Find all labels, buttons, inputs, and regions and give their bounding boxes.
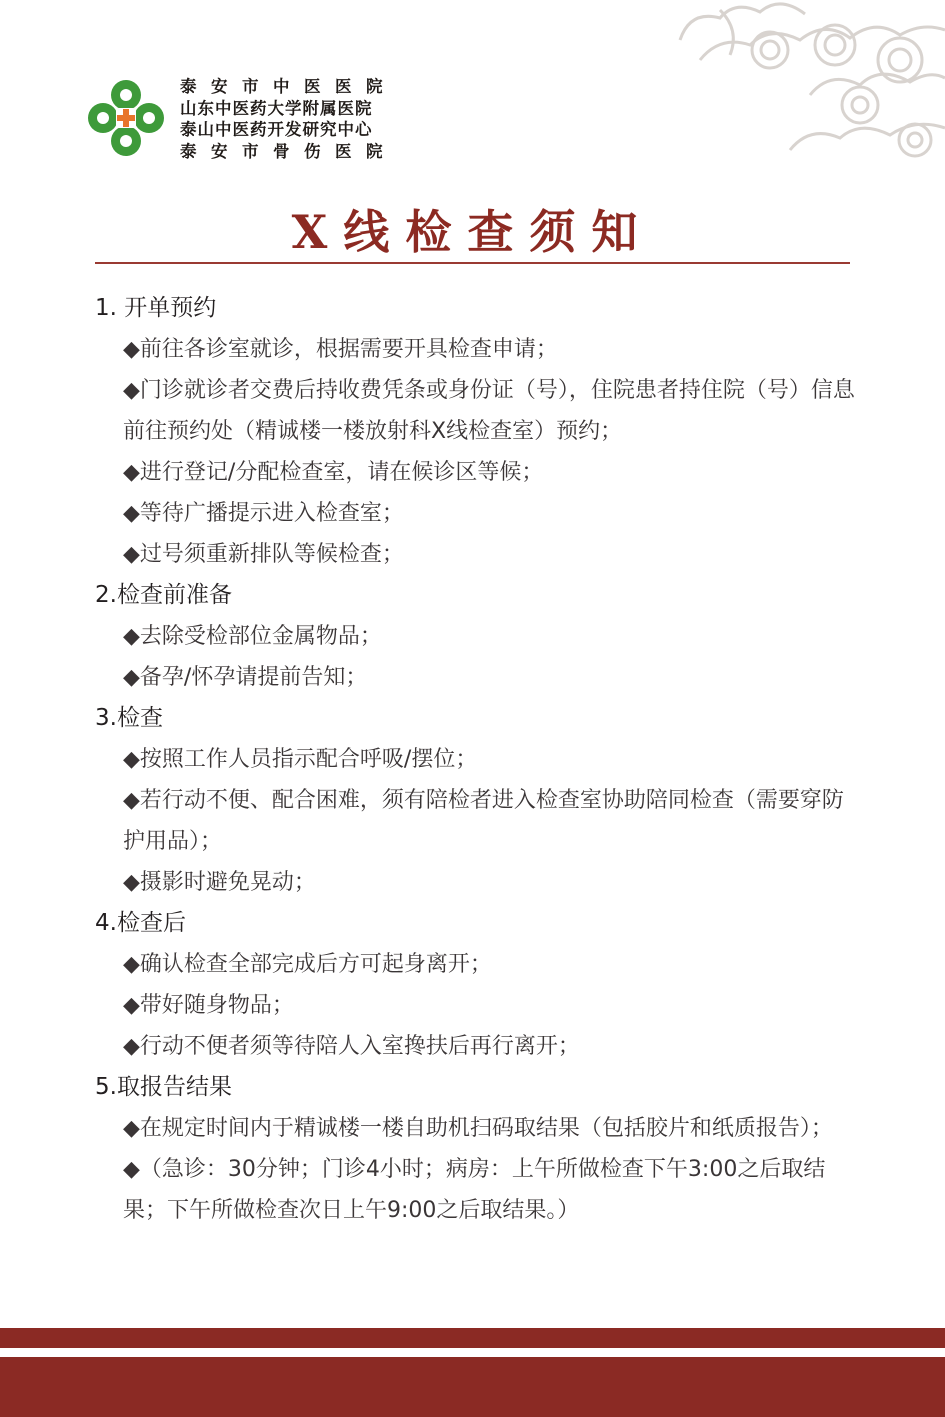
list-item: ◆若行动不便、配合困难，须有陪检者进入检查室协助陪同检查（需要穿防护用品）； <box>123 788 844 854</box>
list-item: ◆按照工作人员指示配合呼吸/摆位； <box>123 747 478 772</box>
list-item: ◆确认检查全部完成后方可起身离开； <box>123 952 492 977</box>
section-examination <box>95 698 855 903</box>
section-heading: 4.检查后 <box>95 910 186 936</box>
title-divider <box>95 262 850 264</box>
list-item: ◆过号须重新排队等候检查； <box>123 542 404 567</box>
section-heading: 2.检查前准备 <box>95 582 232 608</box>
section-heading: 3.检查 <box>95 705 163 731</box>
org-name-line: 泰山中医药开发研究中心 <box>180 120 373 139</box>
list-item: ◆进行登记/分配检查室，请在候诊区等候； <box>123 460 544 485</box>
notice-content <box>95 288 855 1231</box>
org-name-line: 山东中医药大学附属医院 <box>180 98 373 118</box>
section-heading: 1. 开单预约 <box>95 295 217 321</box>
list-item: ◆带好随身物品； <box>123 993 294 1018</box>
list-item: ◆（急诊：30分钟；门诊4小时；病房：上午所做检查下午3:00之后取结果；下午所做检查次日上午9:00之后取结果。） <box>123 1157 826 1223</box>
list-item: ◆摄影时避免晃动； <box>123 870 316 895</box>
org-name-line: 泰安市骨伤医院 <box>180 141 397 161</box>
organization-names <box>180 76 442 162</box>
section-results <box>95 1067 855 1231</box>
list-item: ◆去除受检部位金属物品； <box>123 624 382 649</box>
footer-stripe <box>0 1328 945 1348</box>
org-name-line: 泰安市中医医院 <box>180 77 397 96</box>
section-heading: 5.取报告结果 <box>95 1074 232 1100</box>
list-item: ◆在规定时间内于精诚楼一楼自助机扫码取结果（包括胶片和纸质报告）； <box>123 1116 833 1141</box>
section-after-exam <box>95 903 855 1067</box>
list-item: ◆行动不便者须等待陪人入室搀扶后再行离开； <box>123 1034 580 1059</box>
cloud-pattern-decoration <box>660 0 945 165</box>
section-appointment <box>95 288 855 575</box>
list-item: ◆前往各诊室就诊，根据需要开具检查申请； <box>123 337 558 362</box>
list-item: ◆备孕/怀孕请提前告知； <box>123 665 368 690</box>
section-preparation <box>95 575 855 698</box>
hospital-logo <box>86 78 166 158</box>
footer-band <box>0 1357 945 1417</box>
list-item: ◆门诊就诊者交费后持收费凭条或身份证（号），住院患者持住院（号）信息前往预约处（精诚楼一楼放射科X线检查室）预约； <box>123 378 855 444</box>
list-item: ◆等待广播提示进入检查室； <box>123 501 404 526</box>
page-title: X线检查须知 <box>291 205 654 259</box>
